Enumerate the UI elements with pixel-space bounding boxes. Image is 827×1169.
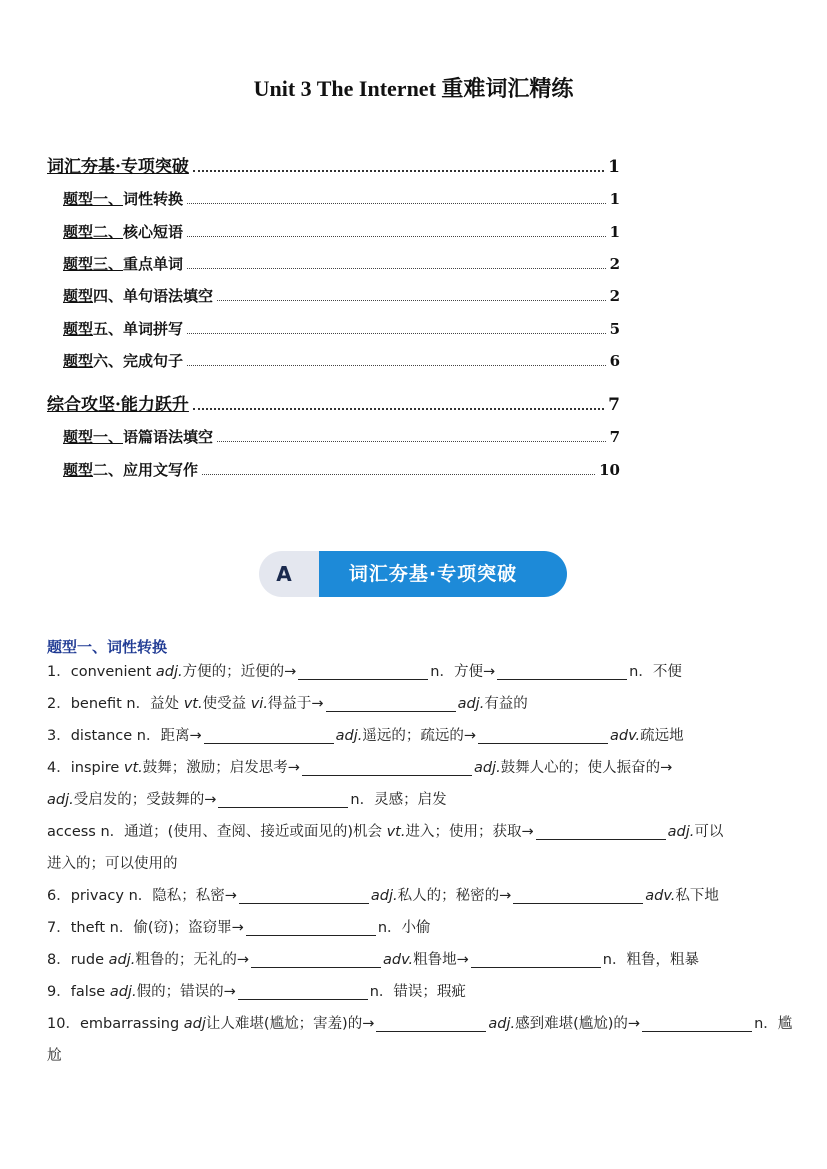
toc-item[interactable] xyxy=(63,253,620,274)
word: 9．false xyxy=(47,984,110,1000)
toc-item[interactable] xyxy=(63,221,620,242)
answer-blank[interactable] xyxy=(302,757,472,776)
toc-item[interactable] xyxy=(63,318,620,339)
toc-page-number: 1 xyxy=(609,223,620,241)
exercise-4 xyxy=(47,752,787,784)
toc-item[interactable] xyxy=(63,459,620,480)
pos: adj. xyxy=(473,760,501,776)
answer-blank[interactable] xyxy=(239,885,369,904)
definition: n．灵感；启发 xyxy=(350,792,447,808)
exercise-7 xyxy=(47,912,787,944)
definition: 方便的；近便的→ xyxy=(182,664,297,680)
pos: adj. xyxy=(155,664,183,680)
toc-item-prefix: 题型三、 xyxy=(63,255,124,273)
answer-blank[interactable] xyxy=(642,1013,752,1032)
pos: adj. xyxy=(457,696,485,712)
answer-blank[interactable] xyxy=(204,725,334,744)
definition: 疏远地 xyxy=(640,728,684,744)
toc-page-number: 6 xyxy=(609,352,620,370)
toc-leader xyxy=(202,473,595,475)
word: 2．benefit xyxy=(47,696,127,712)
exercise-5 xyxy=(47,816,787,848)
exercise-3 xyxy=(47,720,787,752)
definition: 受启发的；受鼓舞的→ xyxy=(73,792,217,808)
pos: vi. xyxy=(250,696,268,712)
definition: n．距离→ xyxy=(136,728,202,744)
definition: n．通道；(使用、查阅、接近或面见的)机会 xyxy=(100,824,387,840)
definition: n．益处 xyxy=(126,696,184,712)
definition: 粗鲁地→ xyxy=(413,952,469,968)
toc-page-number: 1 xyxy=(608,157,620,177)
definition: 鼓舞；激励；启发思考→ xyxy=(142,760,300,776)
toc-item[interactable] xyxy=(63,285,620,306)
toc-item-prefix: 题型一、 xyxy=(63,428,124,446)
toc-section-label: 词汇夯基·专项突破 xyxy=(47,157,189,177)
toc-page-number: 2 xyxy=(609,287,620,305)
pos: adv. xyxy=(610,728,641,744)
pos: adj. xyxy=(370,888,398,904)
definition: 使受益 xyxy=(202,696,251,712)
answer-blank[interactable] xyxy=(246,917,376,936)
definition: 让人难堪(尴尬；害羞)的→ xyxy=(205,1016,375,1032)
definition: 得益于→ xyxy=(267,696,324,712)
pos: adj. xyxy=(488,1016,516,1032)
exercise-10 xyxy=(47,1008,793,1040)
pos: adj. xyxy=(667,824,695,840)
pos: adv. xyxy=(383,952,414,968)
definition: 可以 xyxy=(694,824,724,840)
definition: n．隐私；私密→ xyxy=(128,888,237,904)
word: 4．inspire xyxy=(47,760,124,776)
toc-leader xyxy=(217,299,606,301)
toc-page-number: 2 xyxy=(609,255,620,273)
definition: 进入的；可以使用的 xyxy=(47,856,178,872)
definition: 遥远的；疏远的→ xyxy=(362,728,477,744)
toc-item-prefix: 题型 xyxy=(63,320,94,338)
banner-title: 词汇夯基·专项突破 xyxy=(348,563,518,585)
definition: 感到难堪(尴尬)的→ xyxy=(515,1016,641,1032)
page-title: Unit 3 The Internet 重难词汇精练 xyxy=(253,76,574,101)
toc-leader xyxy=(217,440,606,442)
word: 3．distance xyxy=(47,728,137,744)
word: 8．rude xyxy=(47,952,109,968)
toc-item[interactable] xyxy=(63,426,620,447)
definition: n．尴 xyxy=(754,1016,793,1032)
toc-item-label: 二、应用文写作 xyxy=(93,461,199,479)
definition: 私下地 xyxy=(675,888,719,904)
definition: n．偷(窃)；盗窃罪→ xyxy=(109,920,244,936)
toc-section-2[interactable] xyxy=(47,390,620,415)
toc-leader xyxy=(187,202,606,204)
exercise-5-cont xyxy=(47,848,787,880)
word: 6．privacy xyxy=(47,888,129,904)
definition: n．方便→ xyxy=(430,664,496,680)
toc-item-label: 六、完成句子 xyxy=(93,352,184,370)
definition: 粗鲁的；无礼的→ xyxy=(135,952,250,968)
exercise-4-cont xyxy=(47,784,787,816)
toc-page-number: 7 xyxy=(608,395,620,415)
section-heading: 题型一、词性转换 xyxy=(47,638,168,656)
toc-leader xyxy=(187,235,606,237)
toc-item-label: 四、单句语法填空 xyxy=(93,287,214,305)
word: 1．convenient xyxy=(47,664,156,680)
answer-blank[interactable] xyxy=(471,949,601,968)
toc-item-prefix: 题型 xyxy=(63,287,94,305)
exercise-1 xyxy=(47,656,787,688)
answer-blank[interactable] xyxy=(513,885,643,904)
pos: vt. xyxy=(386,824,406,840)
toc-leader xyxy=(187,364,606,366)
answer-blank[interactable] xyxy=(376,1013,486,1032)
toc-page-number: 5 xyxy=(609,320,620,338)
definition: 假的；错误的→ xyxy=(136,984,236,1000)
answer-blank[interactable] xyxy=(497,661,627,680)
pos: adj xyxy=(183,1016,206,1032)
definition: n．小偷 xyxy=(377,920,431,936)
toc-item-label: 词性转换 xyxy=(123,190,184,208)
toc-leader xyxy=(187,332,606,334)
definition: n．不便 xyxy=(629,664,682,680)
toc-page-number: 7 xyxy=(609,428,620,446)
definition: 有益的 xyxy=(484,696,528,712)
toc-item-prefix: 题型一、 xyxy=(63,190,124,208)
toc-page-number: 10 xyxy=(599,461,620,479)
pos: adv. xyxy=(645,888,676,904)
answer-blank[interactable] xyxy=(478,725,608,744)
toc-leader xyxy=(193,169,604,172)
toc-item-label: 语篇语法填空 xyxy=(123,428,214,446)
toc-item-prefix: 题型 xyxy=(63,461,94,479)
word: access xyxy=(47,824,101,840)
toc-item-prefix: 题型二、 xyxy=(63,223,124,241)
exercise-10-cont xyxy=(47,1040,787,1072)
exercise-list xyxy=(47,656,793,1072)
answer-blank[interactable] xyxy=(298,661,428,680)
toc-section-label: 综合攻坚·能力跃升 xyxy=(47,395,189,415)
toc-item-prefix: 题型 xyxy=(63,352,94,370)
pos: adj. xyxy=(108,952,136,968)
definition: n．粗鲁，粗暴 xyxy=(602,952,699,968)
section-banner xyxy=(259,551,567,597)
definition: n．错误；瑕疵 xyxy=(369,984,466,1000)
toc-item-label: 五、单词拼写 xyxy=(93,320,184,338)
pos: adj. xyxy=(47,792,74,808)
toc-item[interactable] xyxy=(63,350,620,371)
answer-blank[interactable] xyxy=(218,789,348,808)
toc-leader xyxy=(187,267,606,269)
pos: adj. xyxy=(109,984,137,1000)
answer-blank[interactable] xyxy=(251,949,381,968)
exercise-9 xyxy=(47,976,787,1008)
pos: adj. xyxy=(335,728,363,744)
definition: 尬 xyxy=(47,1048,62,1064)
definition: 进入；使用；获取→ xyxy=(405,824,534,840)
exercise-8 xyxy=(47,944,787,976)
answer-blank[interactable] xyxy=(536,821,666,840)
toc-leader xyxy=(193,407,604,410)
toc-item[interactable] xyxy=(63,188,620,209)
exercise-2 xyxy=(47,688,787,720)
toc-item-label: 核心短语 xyxy=(123,223,184,241)
toc-page-number: 1 xyxy=(609,190,620,208)
toc-section-1[interactable] xyxy=(47,152,620,177)
word: 10．embarrassing xyxy=(47,1016,184,1032)
answer-blank[interactable] xyxy=(326,693,456,712)
definition: 鼓舞人心的；使人振奋的→ xyxy=(500,760,673,776)
pos: vt. xyxy=(123,760,143,776)
banner-letter: A xyxy=(276,562,292,586)
pos: vt. xyxy=(183,696,203,712)
answer-blank[interactable] xyxy=(238,981,368,1000)
exercise-6 xyxy=(47,880,787,912)
definition: 私人的；秘密的→ xyxy=(397,888,512,904)
toc-item-label: 重点单词 xyxy=(123,255,184,273)
word: 7．theft xyxy=(47,920,110,936)
